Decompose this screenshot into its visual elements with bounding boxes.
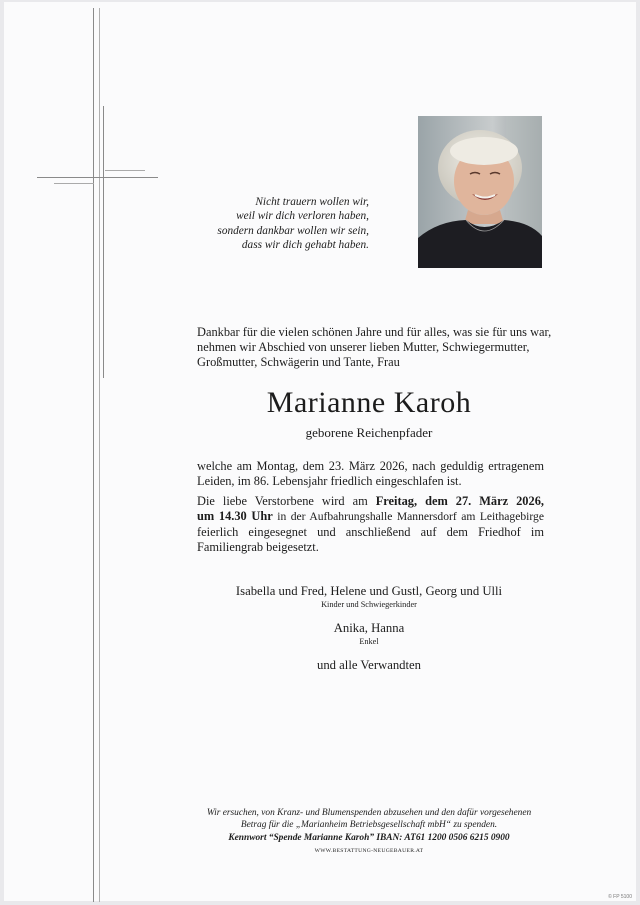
funeral-line-3: feierlich eingesegnet und anschließend auf dem Friedhof im [197, 524, 544, 539]
mourners-relatives [194, 658, 544, 673]
donation-iban: Kennwort “Spende Marianne Karoh” IBAN: AT61 1200 0506 6215 0900 [228, 832, 510, 843]
deceased-name: Marianne Karoh [266, 386, 472, 419]
mourners-grandchildren [194, 621, 544, 646]
donation-line: Wir ersuchen, von Kranz- und Blumenspenden abzusehen und den dafür vorgesehenen [206, 808, 532, 818]
cross-horizontal-bar-3 [105, 170, 145, 171]
intro-paragraph [197, 325, 552, 370]
template-code: © FP 5100 [608, 894, 632, 900]
verse-line: Nicht trauern wollen wir, [255, 196, 369, 208]
death-notice [197, 459, 544, 490]
donation-line: Betrag für die „Marianheim Betriebsgesellschaft mbH“ zu spenden. [240, 820, 498, 831]
funeral-time: um 14.30 Uhr [197, 509, 273, 524]
left-rule-line-2 [99, 8, 100, 902]
donation-notice [154, 807, 584, 844]
verse-line: sondern dankbar wollen wir sein, [217, 224, 369, 237]
intro-line: nehmen wir Abschied von unserer lieben Mutter, Schwiegermutter, [197, 340, 530, 354]
verse-line: dass wir dich gehabt haben. [241, 238, 369, 251]
mourner-relation: Kinder und Schwiegerkinder [321, 600, 417, 609]
cross-horizontal-bar-2 [54, 183, 94, 184]
cross-horizontal-bar [37, 177, 158, 178]
birth-name: geborene Reichenpfader [305, 425, 433, 440]
mourner-relation: Enkel [359, 637, 379, 646]
death-notice-line: Leiden, im 86. Lebensjahr friedlich eingeschlafen ist. [197, 474, 462, 489]
verse-line: weil wir dich verloren haben, [236, 210, 369, 223]
portrait-photo [418, 116, 542, 268]
mourners-children [194, 584, 544, 609]
funeral-home-website: WWW.BESTATTUNG-NEUGEBAUER.AT [314, 848, 424, 854]
left-rule-line [93, 8, 94, 902]
intro-line: Dankbar für die vielen schönen Jahre und für alles, was sie für uns war, [197, 325, 552, 339]
funeral-date: Freitag, dem 27. März 2026, [375, 494, 544, 508]
funeral-line-4: Familiengrab beigesetzt. [197, 539, 319, 554]
memorial-verse [184, 195, 369, 252]
funeral-line-2 [197, 509, 544, 524]
funeral-text: Die liebe Verstorbene wird am [197, 494, 376, 508]
cross-vertical-bar [103, 106, 104, 378]
mourner-names: Isabella und Fred, Helene und Gustl, Georg und Ulli [235, 584, 503, 598]
mourner-names: Anika, Hanna [333, 621, 405, 635]
mourner-names: und alle Verwandten [316, 658, 422, 672]
obituary-sheet [4, 2, 636, 901]
intro-line: Großmutter, Schwägerin und Tante, Frau [197, 355, 400, 369]
funeral-details [197, 494, 544, 555]
funeral-line-1 [197, 494, 544, 509]
death-notice-line: welche am Montag, dem 23. März 2026, nach geduldig ertragenem [197, 459, 544, 473]
funeral-location: in der Aufbahrungshalle Mannersdorf am Leithagebirge [272, 510, 544, 524]
